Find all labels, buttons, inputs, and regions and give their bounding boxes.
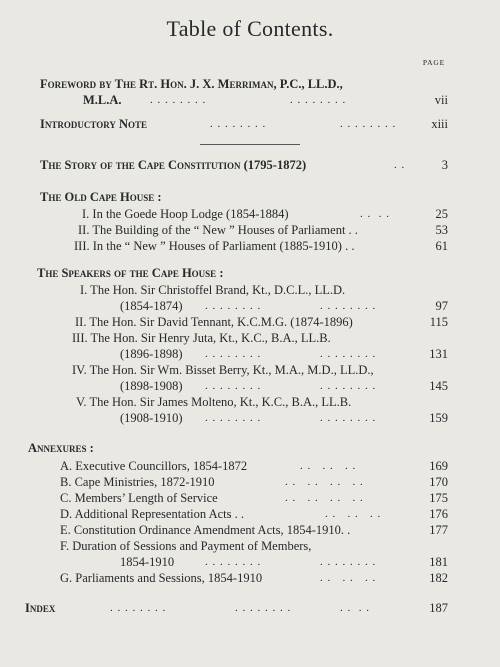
entry-title: D. Additional Representation Acts . . bbox=[60, 507, 245, 521]
entry-page: vii bbox=[434, 93, 448, 107]
dot-leader: . . . . . . . . bbox=[150, 94, 207, 106]
entry-title: E. Constitution Ordinance Amendment Acts, 1854-1910. . bbox=[60, 523, 351, 537]
toc-entry bbox=[0, 538, 500, 554]
dot-leader: . . . . . . . . bbox=[285, 476, 364, 488]
entry-title: A. Executive Councillors, 1854-1872 bbox=[60, 459, 248, 473]
page-column-header: PAGE bbox=[422, 58, 445, 67]
section-heading-annexures bbox=[0, 440, 500, 456]
toc-entry bbox=[0, 506, 500, 522]
toc-entry-cont bbox=[0, 346, 500, 362]
toc-entry-foreword bbox=[0, 76, 500, 92]
entry-title: I. The Hon. Sir Christoffel Brand, Kt., D.C.L., LL.D. bbox=[80, 283, 346, 297]
toc-entry bbox=[0, 362, 500, 378]
entry-page: 145 bbox=[429, 379, 448, 393]
entry-title: III. The Hon. Sir Henry Juta, Kt., K.C., B.A., LL.B. bbox=[72, 331, 331, 345]
section-heading-speakers bbox=[0, 265, 500, 281]
dot-leader: . . . . . . . . bbox=[290, 94, 347, 106]
dot-leader: . . . . . . . . bbox=[110, 602, 167, 614]
entry-title: IV. The Hon. Sir Wm. Bisset Berry, Kt., M.A., M.D., LL.D., bbox=[72, 363, 374, 377]
dot-leader: . . . . . . . . bbox=[320, 348, 377, 360]
section-heading: The Old Cape House : bbox=[40, 190, 162, 204]
entry-page: 25 bbox=[435, 207, 448, 221]
entry-page: 177 bbox=[429, 523, 448, 537]
dot-leader: . . . . . . . . bbox=[205, 412, 262, 424]
entry-title: The Story of the Cape Constitution (1795-1872) bbox=[40, 158, 307, 172]
entry-page: 176 bbox=[429, 507, 448, 521]
entry-title: G. Parliaments and Sessions, 1854-1910 bbox=[60, 571, 263, 585]
entry-title-cont: (1854-1874) bbox=[120, 299, 183, 313]
toc-entry-index bbox=[0, 600, 500, 616]
toc-entry-story bbox=[0, 157, 500, 173]
page-title: Table of Contents. bbox=[166, 16, 334, 41]
toc-entry bbox=[0, 458, 500, 474]
section-heading-old-house bbox=[0, 189, 500, 205]
entry-title: C. Members’ Length of Service bbox=[60, 491, 218, 505]
entry-title-cont: (1908-1910) bbox=[120, 411, 183, 425]
dot-leader: . . . . . . . . bbox=[320, 556, 377, 568]
toc-entry bbox=[0, 490, 500, 506]
entry-title: V. The Hon. Sir James Molteno, Kt., K.C., B.A., LL.B. bbox=[76, 395, 352, 409]
entry-page: 159 bbox=[429, 411, 448, 425]
dot-leader: . . . . . . bbox=[300, 460, 357, 472]
toc-entry bbox=[0, 238, 500, 254]
toc-entry bbox=[0, 330, 500, 346]
toc-entry-cont bbox=[0, 378, 500, 394]
toc-entry-cont bbox=[0, 298, 500, 314]
entry-title: II. The Building of the “ New ” Houses of Parliament . . bbox=[78, 223, 358, 237]
toc-entry-introductory bbox=[0, 116, 500, 132]
toc-entry bbox=[0, 394, 500, 410]
toc-entry bbox=[0, 314, 500, 330]
section-heading: Annexures : bbox=[28, 441, 94, 455]
dot-leader: . . . . . . bbox=[320, 572, 377, 584]
entry-title: I. In the Goede Hoop Lodge (1854-1884) bbox=[82, 207, 289, 221]
toc-entry bbox=[0, 522, 500, 538]
entry-title: B. Cape Ministries, 1872-1910 bbox=[60, 475, 215, 489]
entry-page: 170 bbox=[429, 475, 448, 489]
toc-entry bbox=[0, 570, 500, 586]
dot-leader: . . . . . . . . bbox=[320, 380, 377, 392]
entry-page: xiii bbox=[431, 117, 448, 131]
dot-leader: . . . . . . . . bbox=[205, 300, 262, 312]
entry-title: Index bbox=[25, 601, 56, 615]
toc-entry-cont bbox=[0, 554, 500, 570]
dot-leader: . . . . . . . . bbox=[235, 602, 292, 614]
entry-page: 97 bbox=[435, 299, 448, 313]
dot-leader: . . . . . . . . bbox=[320, 412, 377, 424]
entry-page: 3 bbox=[441, 158, 448, 172]
entry-title-cont: M.L.A. bbox=[83, 93, 122, 107]
toc-entry bbox=[0, 222, 500, 238]
entry-page: 181 bbox=[429, 555, 448, 569]
toc-entry bbox=[0, 206, 500, 222]
dot-leader: . . . . . . . . bbox=[320, 300, 377, 312]
toc-entry bbox=[0, 282, 500, 298]
dot-leader: . . . . . . . . bbox=[205, 556, 262, 568]
dot-leader: . . . . . . . . bbox=[210, 118, 267, 130]
dot-leader: . . . . . . . . bbox=[340, 118, 397, 130]
section-divider bbox=[200, 144, 300, 145]
dot-leader: . . . . bbox=[340, 602, 370, 614]
entry-page: 175 bbox=[429, 491, 448, 505]
entry-title: F. Duration of Sessions and Payment of Members, bbox=[60, 539, 312, 553]
dot-leader: . . . . . . bbox=[325, 508, 382, 520]
toc-entry-foreword-cont bbox=[0, 92, 500, 108]
dot-leader: . . bbox=[394, 159, 406, 171]
entry-page: 115 bbox=[429, 315, 448, 329]
dot-leader: . . . . . . . . bbox=[205, 380, 262, 392]
entry-page: 53 bbox=[435, 223, 448, 237]
entry-title-cont: (1898-1908) bbox=[120, 379, 183, 393]
entry-page: 61 bbox=[435, 239, 448, 253]
dot-leader: . . . . . . . . bbox=[285, 492, 364, 504]
entry-page: 131 bbox=[429, 347, 448, 361]
toc-entry-cont bbox=[0, 410, 500, 426]
entry-title-cont: (1896-1898) bbox=[120, 347, 183, 361]
toc-entry bbox=[0, 474, 500, 490]
section-heading: The Speakers of the Cape House : bbox=[37, 266, 224, 280]
entry-title-cont: 1854-1910 bbox=[120, 555, 175, 569]
dot-leader: . . . . . . . . bbox=[205, 348, 262, 360]
entry-page: 187 bbox=[429, 601, 448, 615]
entry-title: Foreword by The Rt. Hon. J. X. Merriman, P.C., LL.D., bbox=[40, 77, 343, 91]
entry-page: 169 bbox=[429, 459, 448, 473]
entry-page: 182 bbox=[429, 571, 448, 585]
entry-title: II. The Hon. Sir David Tennant, K.C.M.G. (1874-1896) bbox=[75, 315, 353, 329]
entry-title: III. In the “ New ” Houses of Parliament (1885-1910) . . bbox=[74, 239, 355, 253]
dot-leader: . . . . bbox=[360, 208, 390, 220]
entry-title: Introductory Note bbox=[40, 117, 148, 131]
